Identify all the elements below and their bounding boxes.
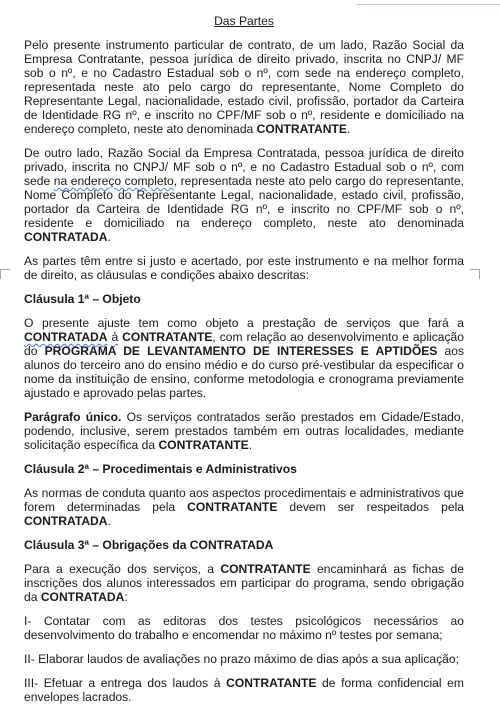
text: .: [107, 514, 111, 528]
bold-term: PROGRAMA DE LEVANTAMENTO DE INTERESSES E APTIDÕES: [44, 344, 438, 358]
spellcheck-mark: à: [111, 330, 119, 344]
text: :: [124, 590, 128, 604]
paragraph-unico: [24, 410, 464, 452]
bold-term: Parágrafo único.: [24, 410, 122, 424]
text: .: [107, 230, 111, 244]
text: As normas de conduta quanto aos aspectos procedimentais e administrativos que forem determinadas pela: [24, 486, 464, 514]
list-item-ii: II- Elaborar laudos de avaliações no prazo máximo de dias após a sua aplicação;: [24, 652, 459, 666]
clause-3-heading: [24, 538, 464, 552]
text: III- Efetuar a entrega dos laudos à: [24, 676, 227, 690]
bold-term: CONTRATADA: [24, 330, 108, 344]
text: O presente ajuste tem como objeto a prestação de serviços que fará a: [24, 316, 464, 330]
list-item-i: I- Contatar com as editoras dos testes psicológicos necessários ao desenvolvimento do trabalho e encomendar no máximo nº testes por semana;: [24, 614, 464, 642]
paragraph-execucao: [24, 562, 464, 604]
text: devem ser respeitados pela: [277, 500, 464, 514]
bold-term: CONTRATANTE: [187, 500, 278, 514]
text: .: [346, 122, 351, 136]
list-item-iii: [24, 676, 464, 704]
text: Os serviços contratados serão prestados em Cidade/Estado, podendo, inclusive, serem prestados também em outras localidades, mediante solicitação específica da: [24, 410, 464, 452]
text: De outro lado, Razão Social da Empresa Contratada, pessoa jurídica de direito privado, inscrita no CNPJ/ MF sob o nº, e no Cadastro Estadual sob o nº, com sede: [24, 146, 464, 188]
paragraph-contratante: [24, 38, 464, 136]
text: de forma confidencial em envelopes lacrados.: [24, 676, 464, 704]
bold-term: CONTRATADA: [24, 230, 108, 244]
heading-text: Cláusula 2ª – Procedimentais e Administrativos: [24, 462, 297, 476]
text: Para a execução dos serviços, a: [24, 562, 221, 576]
paragraph-normas: [24, 486, 464, 528]
bold-term: CONTRATANTE: [256, 122, 347, 136]
section-title: Das Partes: [214, 14, 274, 28]
bold-term: CONTRATANTE: [122, 330, 213, 344]
heading-text: CONTRATADA: [189, 538, 274, 552]
spellcheck-mark: na endereço completo: [53, 174, 174, 188]
bold-term: CONTRATANTE: [158, 438, 249, 452]
text: encaminhará as fichas de inscrições dos alunos interessados em participar do programa, sendo obrigação da: [24, 562, 464, 604]
text: .: [248, 438, 253, 452]
bold-term: CONTRATANTE: [226, 676, 317, 690]
text: , representada neste ato pelo cargo do representante, Nome Completo do Representante Legal, nacionalidade, estado civil, profissão, portador da Carteira de Identidade RG nº, e inscrito no CPF/MF sob o nº, residente e domiciliado na endereço completo, neste ato denominada: [24, 174, 464, 230]
bold-term: CONTRATANTE: [220, 562, 311, 576]
paragraph-contratada: [24, 146, 464, 244]
text: Pelo presente instrumento particular de contrato, de um lado, Razão Social da Empresa Contratante, pessoa jurídica de direito privado, inscrita no CNPJ/ MF sob o nº, e no Cadastro Estadual sob o nº, com sede na endereço completo, representada neste ato pelo cargo do representante, Nome Completo do Representante Legal, nacionalidade, estado civil, profissão, portador da Carteira de Identidade RG nº, e inscrito no CPF/MF sob o nº, residente e domiciliado na endereço completo, neste ato denominada: [24, 38, 464, 136]
bold-term: CONTRATADA: [40, 590, 125, 604]
text: aos alunos do terceiro ano do ensino médio e do curso pré-vestibular da especificar o nome da instituição de ensino, conforme metodologia e cronograma previamente ajustado e aprovado pelas partes.: [24, 344, 465, 400]
paragraph-objeto: [24, 316, 464, 400]
paragraph-agreement: As partes têm entre si justo e acertado, por este instrumento e na melhor forma de direito, as cláusulas e condições abaixo descritas:: [24, 254, 464, 282]
heading-text: Cláusula 1ª – Objeto: [24, 292, 141, 306]
header-rule: [356, 4, 500, 5]
document-page: [24, 14, 464, 714]
heading-text: Cláusula 3ª – Obrigações da: [24, 538, 190, 552]
clause-2-heading: [24, 462, 464, 476]
bold-term: CONTRATADA: [24, 514, 108, 528]
text: , com relação ao desenvolvimento e aplicação do: [24, 330, 464, 358]
clause-1-heading: [24, 292, 464, 306]
